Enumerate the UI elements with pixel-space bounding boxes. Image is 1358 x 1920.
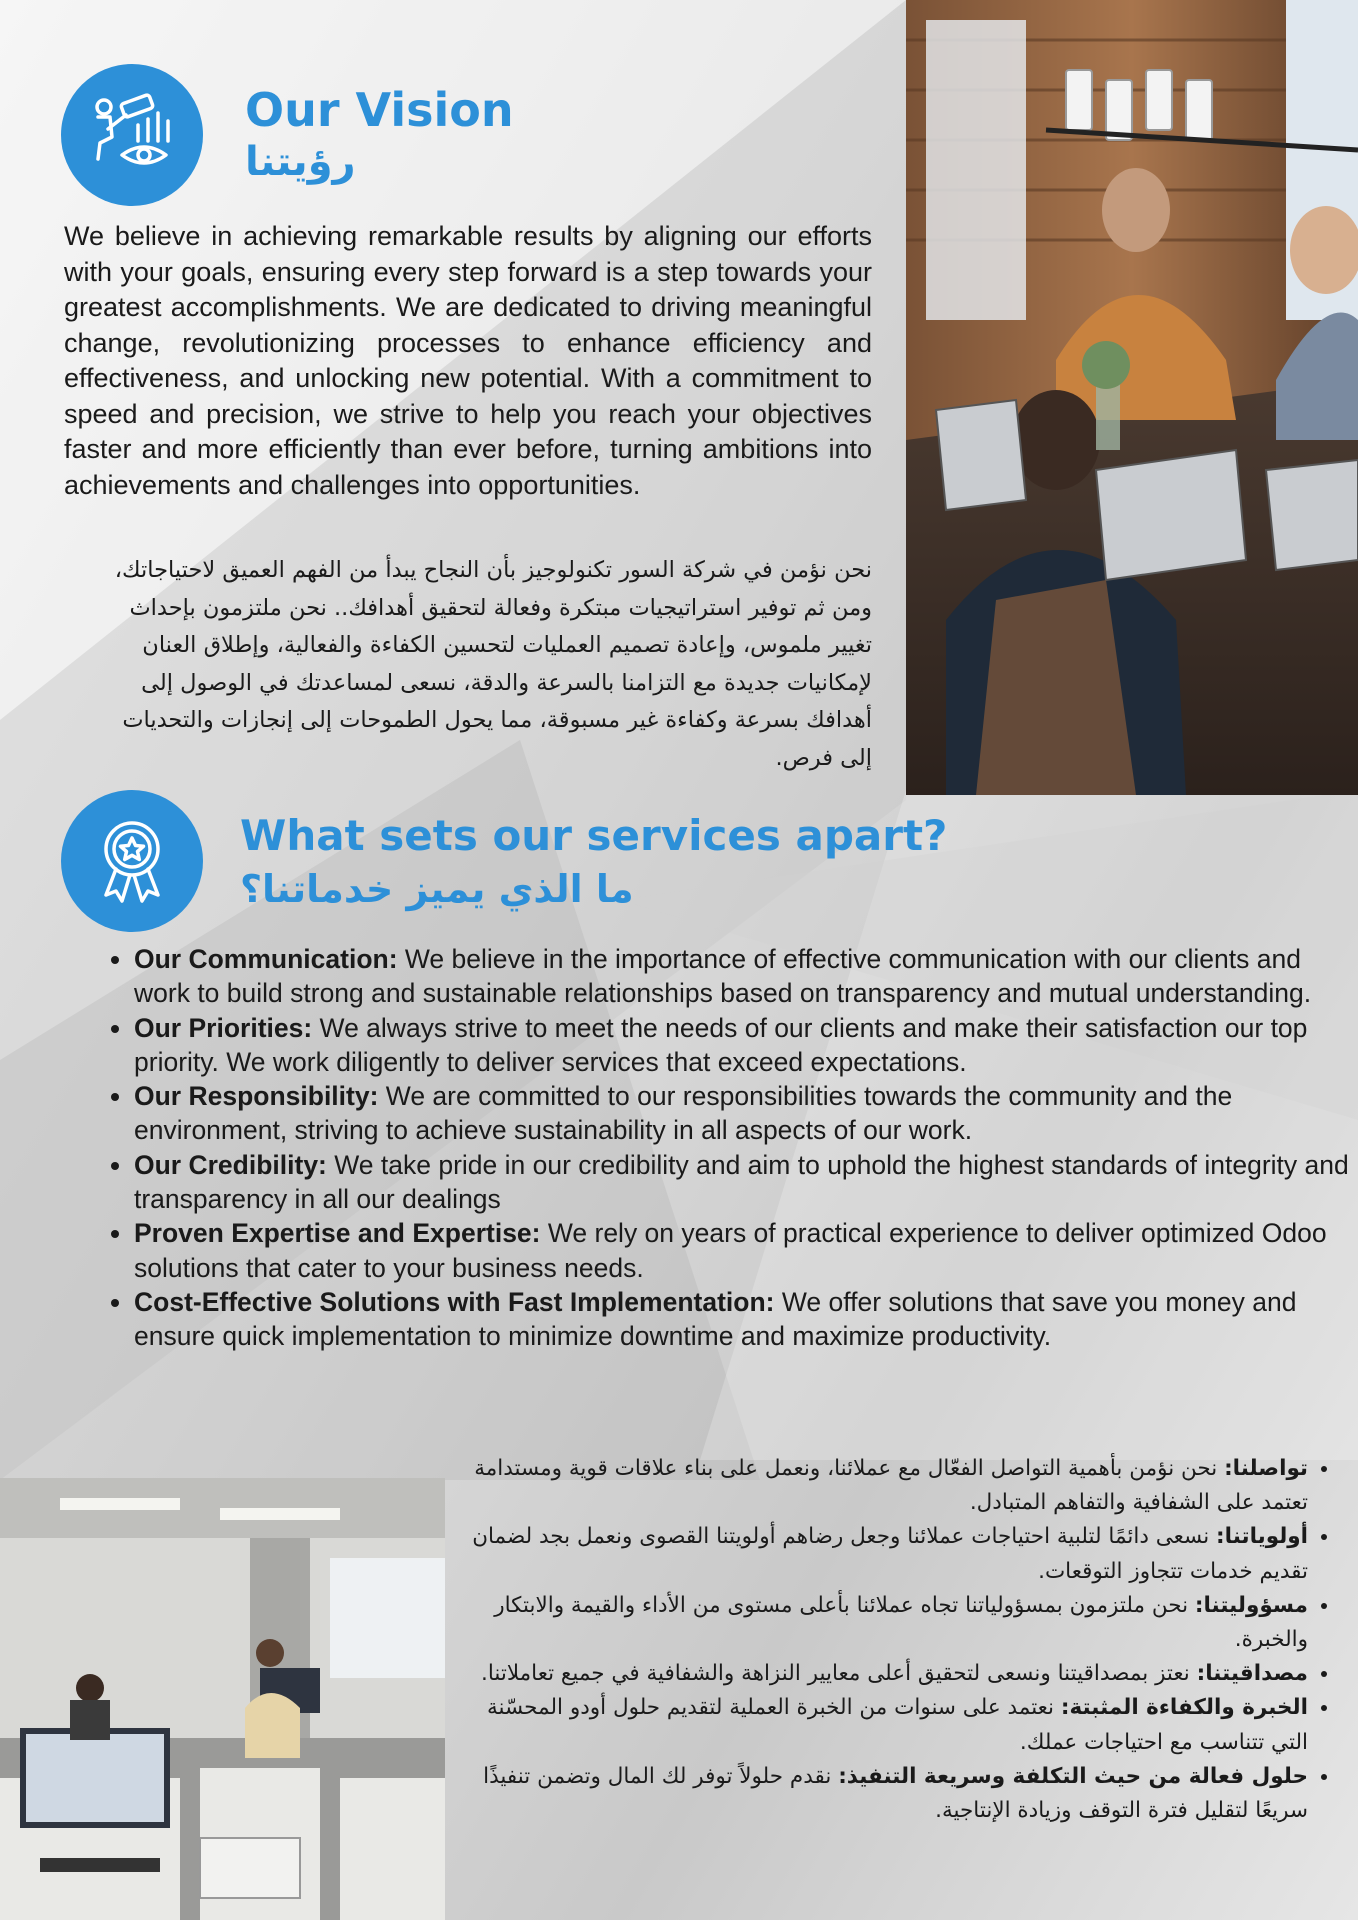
item-term: مسؤوليتنا: xyxy=(1194,1592,1308,1618)
list-item xyxy=(134,942,1354,1011)
item-term: الخبرة والكفاءة المثبتة: xyxy=(1060,1695,1308,1721)
item-term: Our Priorities: xyxy=(134,1012,313,1043)
item-text: We are committed to our responsibilities towards the community and the environment, striving to achieve sustainability in all aspects of our work. xyxy=(134,1081,1233,1146)
item-text: We always strive to meet the needs of our clients and make their satisfaction our top priority. We work diligently to deliver services that exceed expectations. xyxy=(134,1012,1308,1077)
award-ribbon-star-icon xyxy=(82,811,182,911)
item-term: تواصلنا: xyxy=(1224,1456,1308,1481)
item-text: نعتمد على سنوات من الخبرة العملية لتقديم حلول أودو المحسّنة التي تتناسب مع احتياجات عملك. xyxy=(486,1695,1308,1755)
vision-title-en: Our Vision xyxy=(245,83,514,137)
item-text: نسعى دائمًا لتلبية احتياجات عملائنا وجعل رضاهم أولويتنا القصوى ونعمل بجد لضمان تقديم خدمات تتجاوز التوقعات. xyxy=(472,1524,1308,1584)
item-text: نحن ملتزمون بمسؤولياتنا تجاه عملائنا بأعلى مستوى من الأداء والقيمة والابتكار والخبرة. xyxy=(494,1592,1308,1653)
item-text: نحن نؤمن بأهمية التواصل الفعّال مع عملائنا، ونعمل على بناء علاقات قوية ومستدامة تعتمد على الشفافية والتفاهم المتبادل. xyxy=(474,1456,1308,1516)
services-badge xyxy=(61,790,203,932)
item-term: Proven Expertise and Expertise: xyxy=(134,1218,541,1249)
list-item xyxy=(472,1589,1308,1657)
item-term: مصداقيتنا: xyxy=(1196,1661,1308,1687)
vision-title-ar: رؤيتنا xyxy=(245,139,356,185)
item-term: Our Communication: xyxy=(134,944,398,974)
vision-badge xyxy=(61,64,203,206)
item-text: We take pride in our credibility and aim to uphold the highest standards of integrity and transparency in all our dealings xyxy=(134,1149,1349,1215)
list-item xyxy=(472,1760,1308,1828)
item-term: Our Responsibility: xyxy=(134,1081,379,1112)
open-office-photo xyxy=(0,1478,445,1920)
list-item xyxy=(134,1216,1354,1285)
services-list-ar xyxy=(472,1452,1352,1828)
item-text: We rely on years of practical experience to deliver optimized Odoo solutions that cater to your business needs. xyxy=(134,1218,1327,1283)
telescope-chart-eye-icon xyxy=(82,85,182,185)
vision-paragraph-ar: نحن نؤمن في شركة السور تكنولوجيز بأن النجاح يبدأ من الفهم العميق لاحتياجاتك، ومن ثم توفير استراتيجيات مبتكرة وفعالة لتحقيق أهدافك.. نحن ملتزمون بإحداث تغيير ملموس، وإعادة تصميم العمليات لتحسين الكفاءة والفعالية، وإطلاق العنان لإمكانيات جديدة مع التزامنا بالسرعة والدقة، نسعى لمساعدتك في الوصول إلى أهدافك بسرعة وكفاءة غير مسبوقة، مما يحول الطموحات إلى إنجازات والتحديات إلى فرص. xyxy=(114,557,872,771)
item-term: Our Credibility: xyxy=(134,1149,327,1180)
item-text: We offer solutions that save you money and ensure quick implementation to minimize downtime and maximize productivity. xyxy=(134,1286,1297,1352)
team-laptops-photo xyxy=(906,0,1358,795)
list-item xyxy=(134,1148,1354,1217)
vision-paragraph-en: We believe in achieving remarkable results by aligning our efforts with your goals, ensuring every step forward is a step towards your greatest accomplishments. We are dedicated to driving meaningful change, revolutionizing processes to enhance efficiency and effectiveness, and unlocking new potential. With a commitment to speed and precision, we strive to help you reach your objectives faster and more efficiently than ever before, turning ambitions into achievements and challenges into opportunities. xyxy=(64,221,872,500)
item-text: نعتز بمصداقيتنا ونسعى لتحقيق أعلى معايير النزاهة والشفافية في جميع تعاملاتنا. xyxy=(480,1661,1197,1687)
list-item xyxy=(472,1452,1308,1520)
list-item xyxy=(472,1691,1308,1759)
services-list-en xyxy=(90,942,1354,1354)
item-term: حلول فعالة من حيث التكلفة وسريعة التنفيذ: xyxy=(838,1763,1308,1789)
list-item xyxy=(472,1520,1308,1588)
item-text: We believe in the importance of effective communication with our clients and work to build strong and sustainable relationships based on transparency and mutual understanding. xyxy=(134,944,1312,1009)
services-title-en: What sets our services apart? xyxy=(240,811,948,860)
list-item xyxy=(472,1657,1308,1691)
item-term: Cost-Effective Solutions with Fast Implementation: xyxy=(134,1286,775,1317)
item-term: أولوياتنا: xyxy=(1216,1524,1308,1550)
list-item xyxy=(134,1011,1354,1080)
list-item xyxy=(134,1079,1354,1148)
services-title-ar: ما الذي يميز خدماتنا؟ xyxy=(240,867,634,911)
list-item xyxy=(134,1285,1354,1354)
item-text: نقدم حلولاً توفر لك المال وتضمن تنفيذًا سريعًا لتقليل فترة التوقف وزيادة الإنتاجية. xyxy=(483,1763,1308,1824)
